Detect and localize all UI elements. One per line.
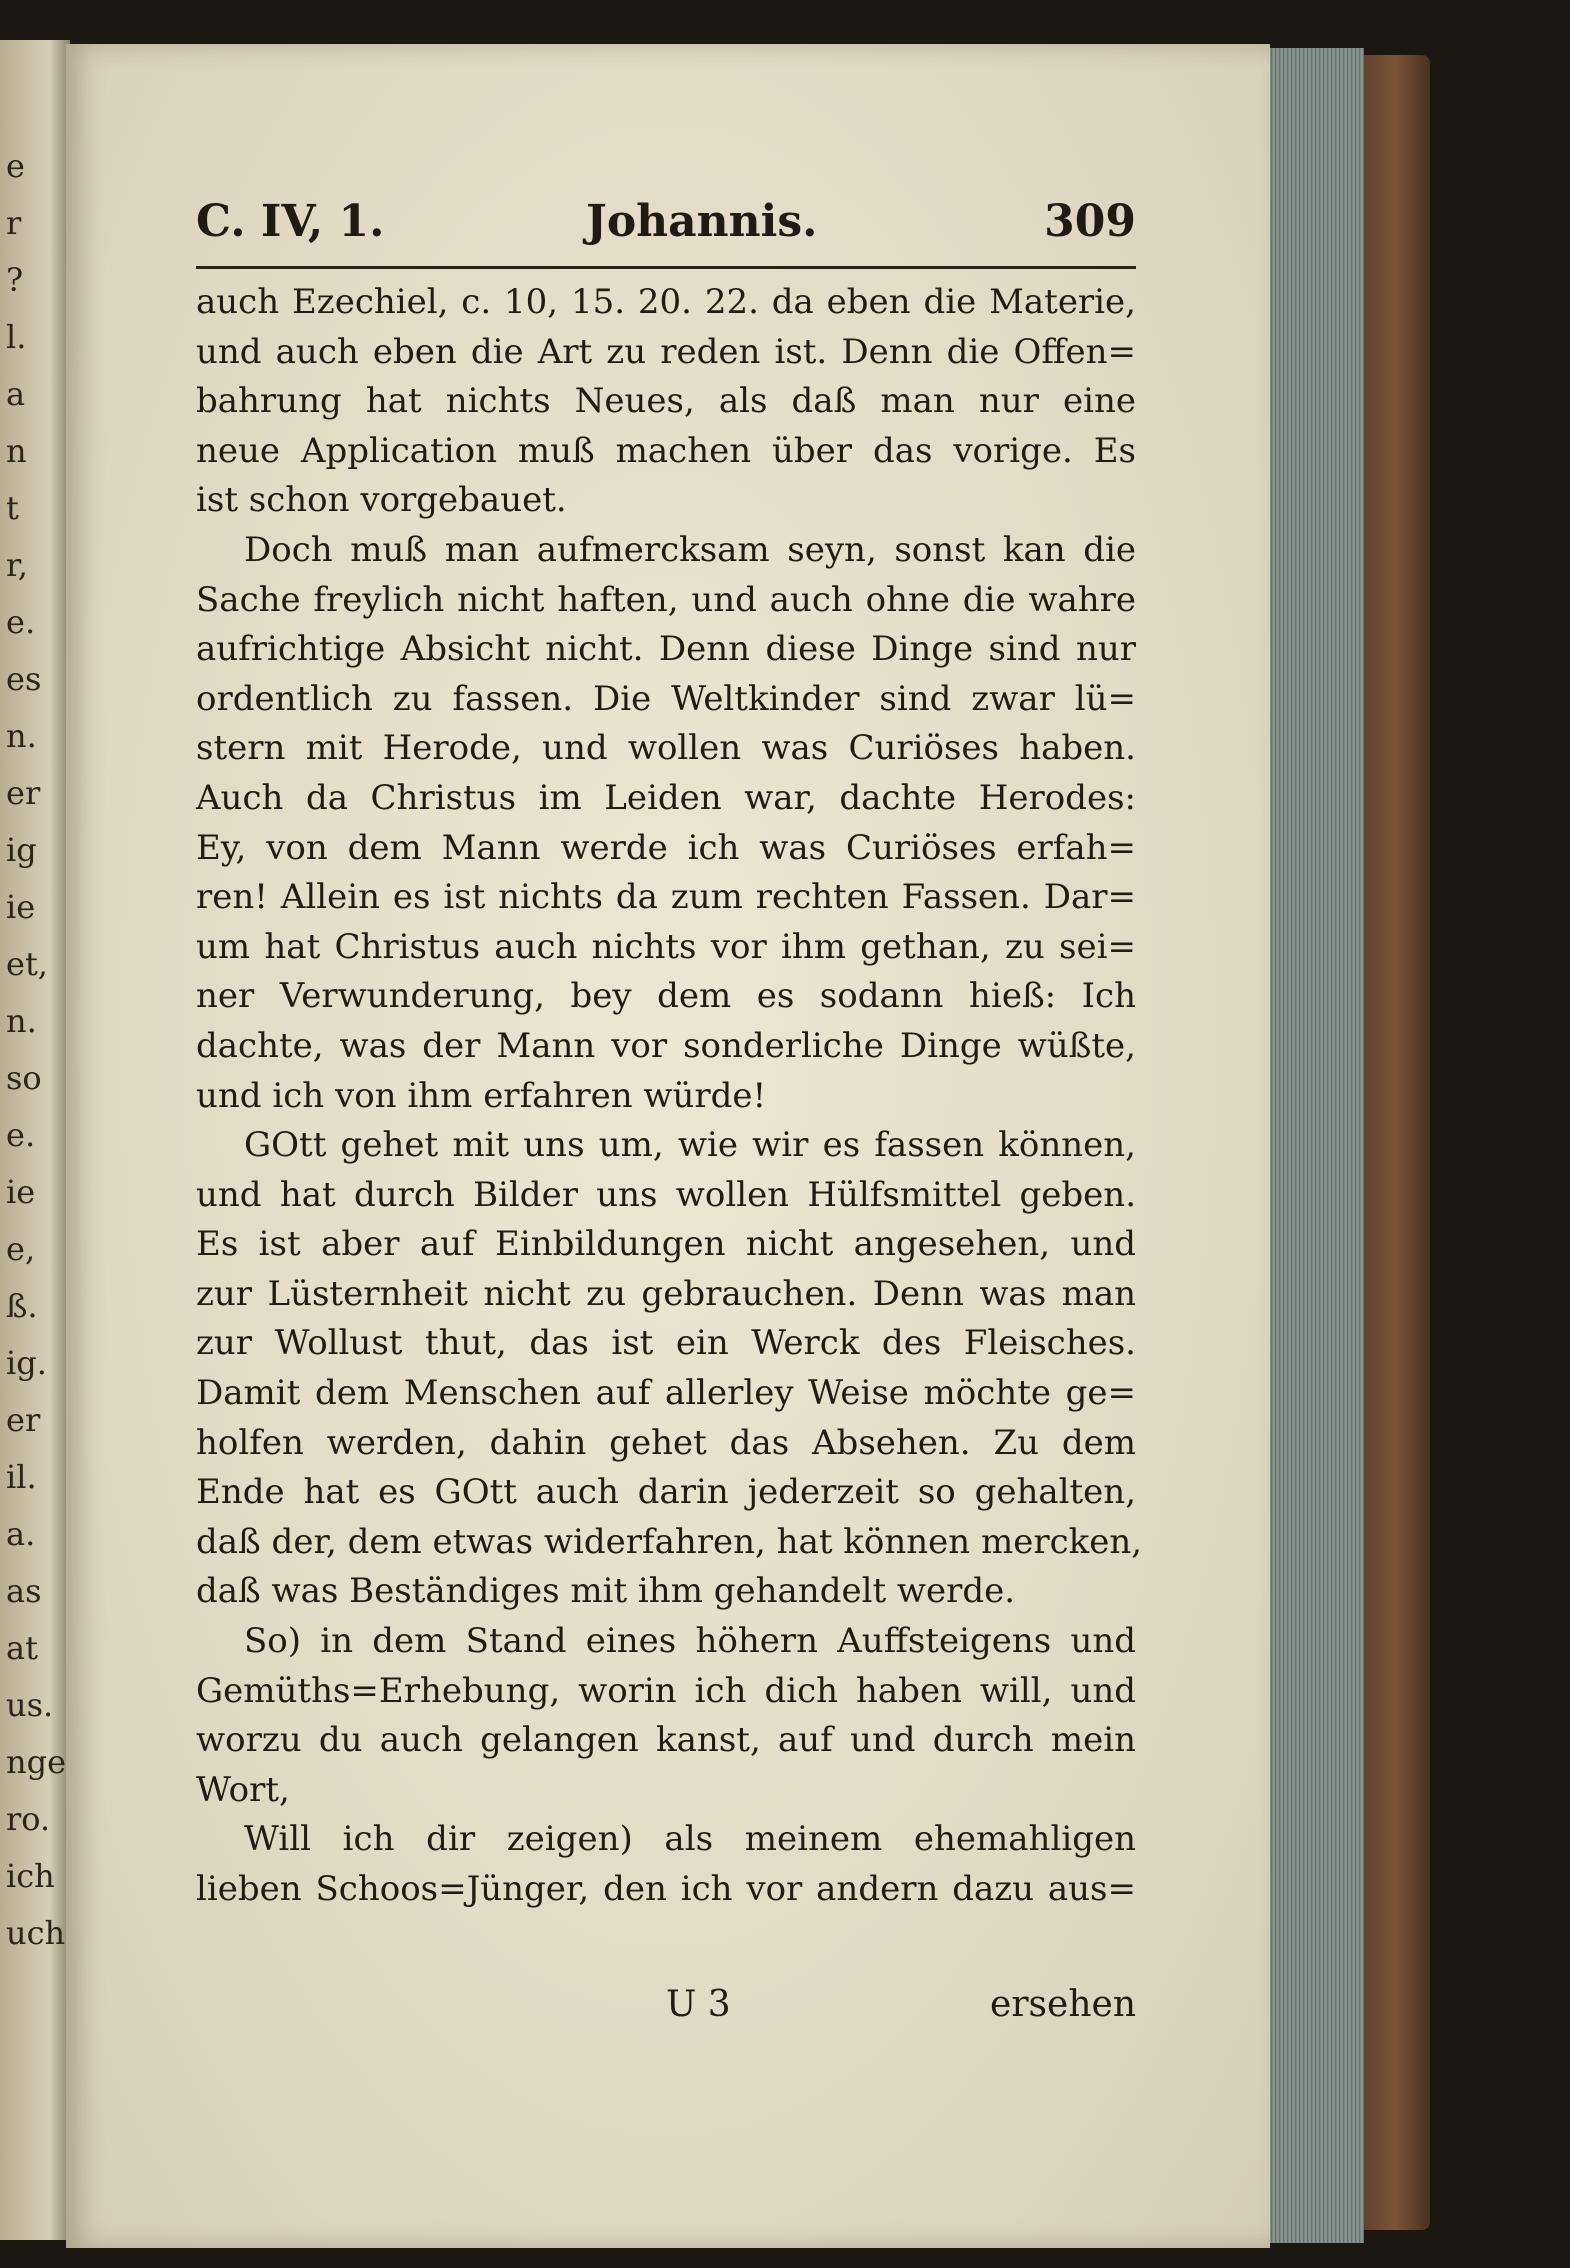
text-line: Sache freylich nicht haften, und auch ohne die wahre — [196, 579, 1136, 620]
chapter-reference: C. IV, 1. — [196, 196, 385, 247]
left-page-fragment: a. — [6, 1515, 36, 1553]
left-page-fragment: t — [6, 489, 19, 527]
header-rule — [196, 266, 1136, 269]
left-page-fragment: uch — [6, 1914, 66, 1952]
text-line: holfen werden, dahin gehet das Absehen. Zu dem — [196, 1422, 1136, 1463]
text-line: stern mit Herode, und wollen was Curiöses haben. — [196, 728, 1136, 769]
left-page-fragment: as — [6, 1572, 42, 1610]
left-page-fragment: n. — [6, 1002, 37, 1040]
text-line: daß der, dem etwas widerfahren, hat können mercken, — [196, 1521, 1143, 1562]
text-line: bahrung hat nichts Neues, als daß man nur eine — [196, 381, 1136, 422]
left-page-fragment: ig — [6, 831, 37, 869]
book-binding — [1360, 55, 1430, 2230]
running-title: Johannis. — [586, 196, 818, 247]
page-footer — [196, 1984, 1136, 2034]
left-page-fragment: er — [6, 774, 41, 812]
left-page-fragment: e, — [6, 1230, 36, 1268]
text-line: Will ich dir zeigen) als meinem ehemahligen — [244, 1819, 1136, 1860]
text-line: Wort, — [196, 1769, 290, 1810]
text-line: Doch muß man aufmercksam seyn, sonst kan die — [244, 529, 1136, 570]
page-number: 309 — [1044, 196, 1136, 247]
left-page-fragment: ß. — [6, 1287, 38, 1325]
left-page-fragment: at — [6, 1629, 38, 1667]
left-page-fragment: r, — [6, 546, 28, 584]
text-line: zur Lüsternheit nicht zu gebrauchen. Denn was man — [196, 1273, 1136, 1314]
left-page-fragment: l. — [6, 318, 27, 356]
text-line: lieben Schoos=Jünger, den ich vor andern dazu aus= — [196, 1869, 1136, 1909]
left-page-fragment: e — [6, 147, 25, 185]
text-line: und ich von ihm erfahren würde! — [196, 1075, 767, 1116]
text-line: ner Verwunderung, bey dem es sodann hieß: Ich — [196, 976, 1136, 1017]
left-page-fragment: so — [6, 1059, 42, 1097]
left-page-fragment: ? — [6, 261, 24, 299]
text-line: aufrichtige Absicht nicht. Denn diese Dinge sind nur — [196, 629, 1136, 670]
left-page-fragment: es — [6, 660, 42, 698]
text-line: und auch eben die Art zu reden ist. Denn die Offen= — [196, 331, 1136, 372]
left-page-fragment: e. — [6, 603, 36, 641]
text-line: Ey, von dem Mann werde ich was Curiöses erfah= — [196, 827, 1136, 868]
text-line: worzu du auch gelangen kanst, auf und durch mein — [196, 1720, 1136, 1761]
left-page-fragment: ie — [6, 1173, 36, 1211]
text-line: Es ist aber auf Einbildungen nicht angesehen, und — [196, 1224, 1136, 1265]
left-page-fragment: n. — [6, 717, 37, 755]
book-page — [66, 44, 1270, 2248]
left-page-fragment: us. — [6, 1686, 54, 1724]
left-page-fragment: a — [6, 375, 26, 413]
text-line: um hat Christus auch nichts vor ihm gethan, zu sei= — [196, 926, 1136, 967]
text-line: ist schon vorgebauet. — [196, 480, 567, 521]
text-line: dachte, was der Mann vor sonderliche Dinge wüßte, — [196, 1025, 1136, 1066]
left-page-fragment: et, — [6, 945, 48, 983]
body-text — [196, 278, 1143, 1915]
left-page-fragment: ich — [6, 1857, 55, 1895]
text-line: daß was Beständiges mit ihm gehandelt werde. — [196, 1571, 1016, 1612]
page-edges — [1266, 48, 1364, 2243]
text-line: neue Application muß machen über das vorige. Es — [196, 430, 1136, 471]
left-page-fragment: er — [6, 1401, 41, 1439]
left-page-fragment: n — [6, 432, 27, 470]
left-page-fragment: r — [6, 204, 22, 242]
left-page-fragment: e. — [6, 1116, 36, 1154]
text-line: und hat durch Bilder uns wollen Hülfsmittel geben. — [196, 1174, 1136, 1215]
text-line: Auch da Christus im Leiden war, dachte Herodes: — [196, 777, 1136, 818]
signature-mark: U 3 — [666, 1984, 731, 2025]
text-line: GOtt gehet mit uns um, wie wir es fassen können, — [244, 1125, 1136, 1166]
left-page-fragment: ie — [6, 888, 36, 926]
text-line: Gemüths=Erhebung, worin ich dich haben will, und — [196, 1670, 1136, 1711]
left-page-fragment: il. — [6, 1458, 37, 1496]
running-header — [196, 196, 1136, 256]
left-page-fragment: ro. — [6, 1800, 51, 1838]
left-page-fragment: ig. — [6, 1344, 47, 1382]
left-page-fragment: nge — [6, 1743, 67, 1781]
catchword: ersehen — [990, 1984, 1136, 2025]
text-line: ordentlich zu fassen. Die Weltkinder sind zwar lü= — [196, 678, 1136, 719]
text-line: Damit dem Menschen auf allerley Weise möchte ge= — [196, 1373, 1136, 1414]
text-line: ren! Allein es ist nichts da zum rechten Fassen. Dar= — [196, 877, 1136, 918]
text-line: auch Ezechiel, c. 10, 15. 20. 22. da eben die Materie, — [196, 282, 1136, 322]
text-line: So) in dem Stand eines höhern Auffsteigens und — [244, 1621, 1136, 1662]
text-line: Ende hat es GOtt auch darin jederzeit so gehalten, — [196, 1472, 1136, 1513]
text-line: zur Wollust thut, das ist ein Werck des Fleisches. — [196, 1323, 1136, 1364]
